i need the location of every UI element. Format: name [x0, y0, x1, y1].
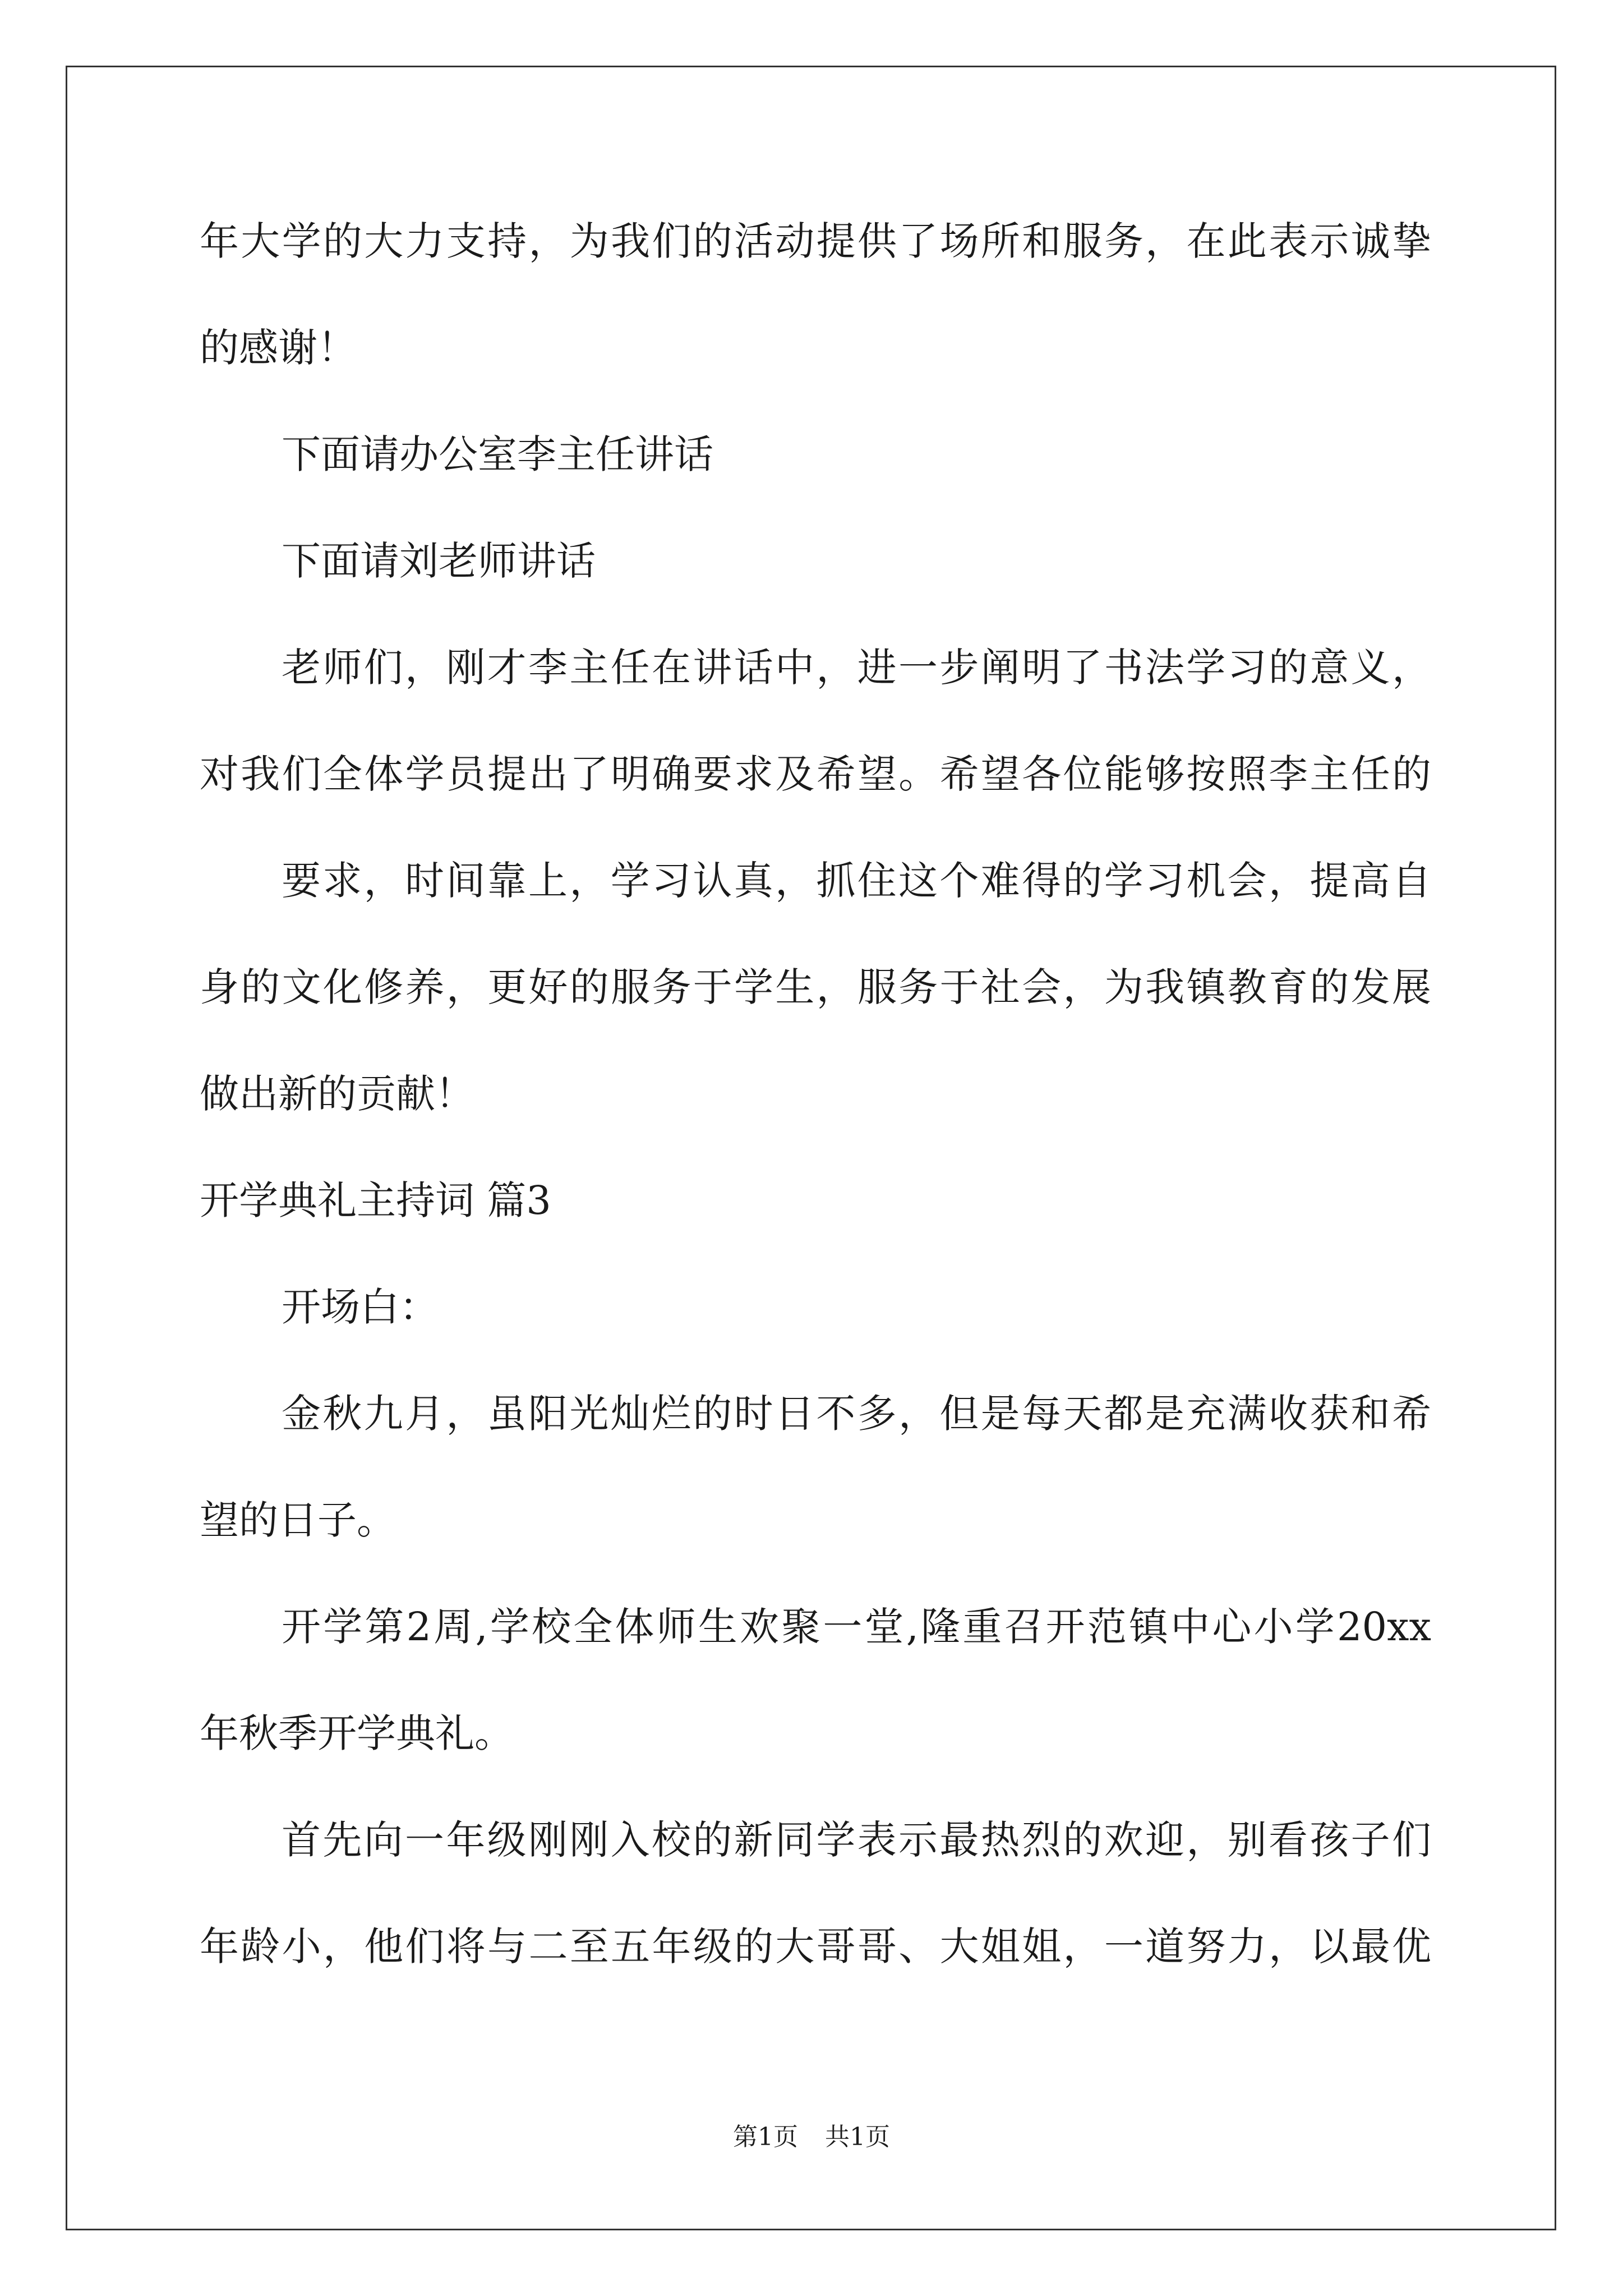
text-line: 下面请办公室李主任讲话 — [282, 431, 713, 477]
text-line: 做出新的贡献！ — [200, 1071, 474, 1117]
text-line: 首先向一年级刚刚入校的新同学表示最热烈的欢迎，别看孩子们 — [282, 1817, 1431, 1863]
text-line: 开学第2周,学校全体师生欢聚一堂,隆重召开范镇中心小学20xx — [282, 1604, 1431, 1650]
text-line: 的感谢！ — [200, 325, 357, 371]
page-footer — [0, 2120, 1623, 2154]
page-total: 共1页 — [825, 2123, 890, 2151]
page-number: 第1页 — [733, 2123, 798, 2151]
text-line: 年秋季开学典礼。 — [200, 1710, 514, 1756]
page-frame — [66, 66, 1556, 2230]
text-line: 身的文化修养，更好的服务于学生，服务于社会，为我镇教育的发展 — [200, 964, 1431, 1010]
text-line: 下面请刘老师讲话 — [282, 538, 596, 584]
text-line: 年大学的大力支持，为我们的活动提供了场所和服务，在此表示诚挚 — [200, 218, 1431, 264]
text-line: 要求，时间靠上，学习认真，抓住这个难得的学习机会，提高自 — [282, 858, 1431, 904]
text-line: 望的日子。 — [200, 1497, 396, 1543]
text-line: 老师们，刚才李主任在讲话中，进一步阐明了书法学习的意义， — [282, 645, 1431, 691]
text-line: 开场白： — [282, 1284, 439, 1330]
section-heading: 开学典礼主持词 篇3 — [200, 1177, 551, 1223]
text-line: 年龄小，他们将与二至五年级的大哥哥、大姐姐，一道努力，以最优 — [200, 1924, 1431, 1970]
text-line: 对我们全体学员提出了明确要求及希望。希望各位能够按照李主任的 — [200, 751, 1431, 797]
text-line: 金秋九月，虽阳光灿烂的时日不多，但是每天都是充满收获和希 — [282, 1391, 1431, 1437]
